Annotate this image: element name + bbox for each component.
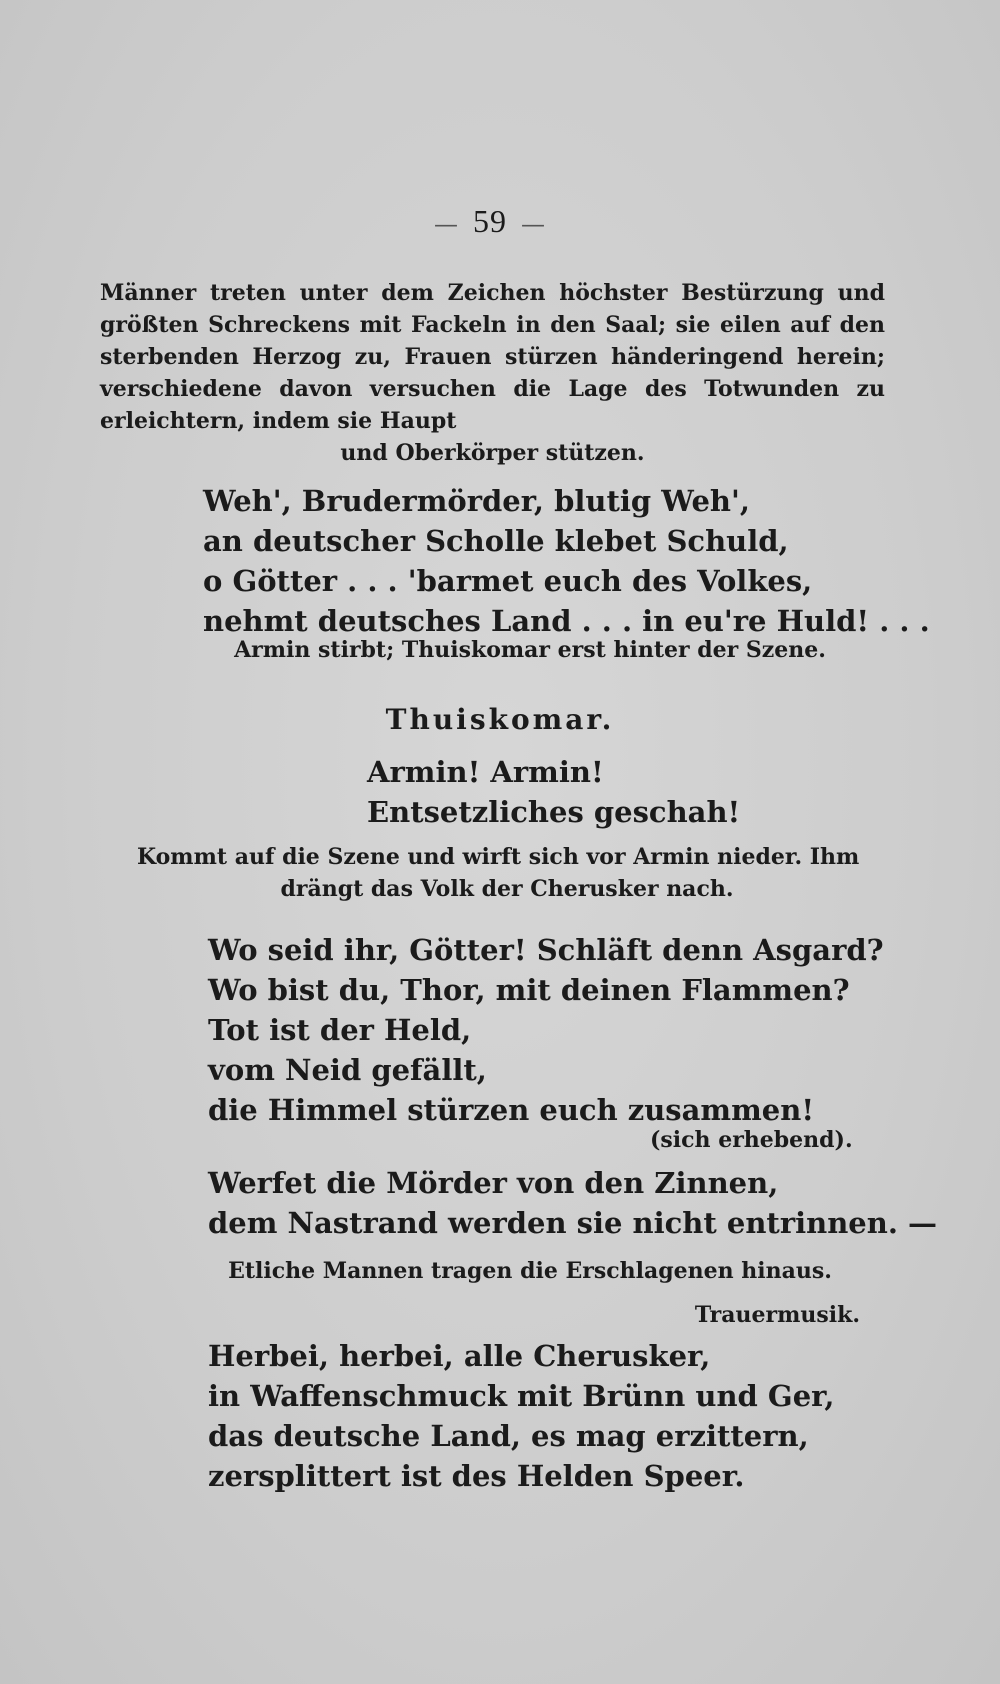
verse-line: die Himmel stürzen euch zusammen! — [208, 1093, 815, 1127]
stage-direction-line: versuchen die Lage des Totwunden zu erleichtern, indem sie Haupt — [100, 376, 885, 434]
page-number: 59 — [473, 203, 507, 239]
verse-line: Wo seid ihr, Götter! Schläft denn Asgard? — [208, 933, 884, 967]
page-number-header — [400, 203, 580, 240]
speaker-name: Thuiskomar. — [385, 703, 615, 736]
stage-direction-line: Männer treten unter dem Zeichen höchster Bestürzung und größten — [100, 280, 885, 338]
stage-direction-armin-dies: Armin stirbt; Thuiskomar erst hinter der Szene. — [234, 637, 826, 663]
stage-direction-line: Kommt auf die Szene und wirft sich vor Armin nieder. Ihm — [137, 844, 860, 870]
verse-line: Tot ist der Held, — [208, 1013, 472, 1047]
verse-line: vom Neid gefällt, — [208, 1053, 487, 1087]
verse-stanza-4 — [208, 1163, 937, 1243]
stage-direction-line: Schreckens mit Fackeln in den Saal; sie eilen auf den sterbenden — [100, 312, 885, 370]
verse-line: dem Nastrand werden sie nicht entrinnen. — — [208, 1206, 938, 1240]
verse-line: Wo bist du, Thor, mit deinen Flammen? — [208, 973, 850, 1007]
verse-stanza-1 — [203, 481, 930, 641]
stage-direction-line: drängt das Volk der Cherusker nach. — [280, 876, 734, 902]
verse-line: an deutscher Scholle klebet Schuld, — [203, 524, 789, 558]
stage-direction-carried-out: Etliche Mannen tragen die Erschlagenen hinaus. — [228, 1258, 832, 1284]
verse-stanza-3 — [208, 930, 884, 1130]
verse-stanza-5 — [208, 1336, 834, 1496]
verse-line: zersplittert ist des Helden Speer. — [208, 1459, 745, 1493]
verse-stanza-2 — [367, 752, 740, 832]
stage-direction-last-line: und Oberkörper stützen. — [340, 440, 645, 466]
verse-line: Werfet die Mörder von den Zinnen, — [208, 1166, 779, 1200]
aside-funeral-music: Trauermusik. — [694, 1302, 860, 1328]
verse-line: Weh', Brudermörder, blutig Weh', — [203, 484, 750, 518]
stage-direction-opening — [100, 277, 885, 469]
page-number-dash-right: — — [521, 210, 546, 238]
verse-line: Entsetzliches geschah! — [367, 795, 741, 829]
verse-line: nehmt deutsches Land . . . in eu're Huld! . . . — [203, 604, 930, 638]
verse-line: o Götter . . . 'barmet euch des Volkes, — [203, 564, 813, 598]
aside-rising: (sich erhebend). — [650, 1127, 853, 1153]
verse-line: Armin! Armin! — [367, 755, 604, 789]
verse-line: Herbei, herbei, alle Cherusker, — [208, 1339, 711, 1373]
stage-direction-enters — [137, 841, 877, 905]
page-number-dash-left: — — [434, 210, 459, 238]
verse-line: das deutsche Land, es mag erzittern, — [208, 1419, 809, 1453]
verse-line: in Waffenschmuck mit Brünn und Ger, — [208, 1379, 835, 1413]
stage-direction-line: Herzog zu, Frauen stürzen händeringend herein; verschiedene davon — [100, 344, 885, 402]
